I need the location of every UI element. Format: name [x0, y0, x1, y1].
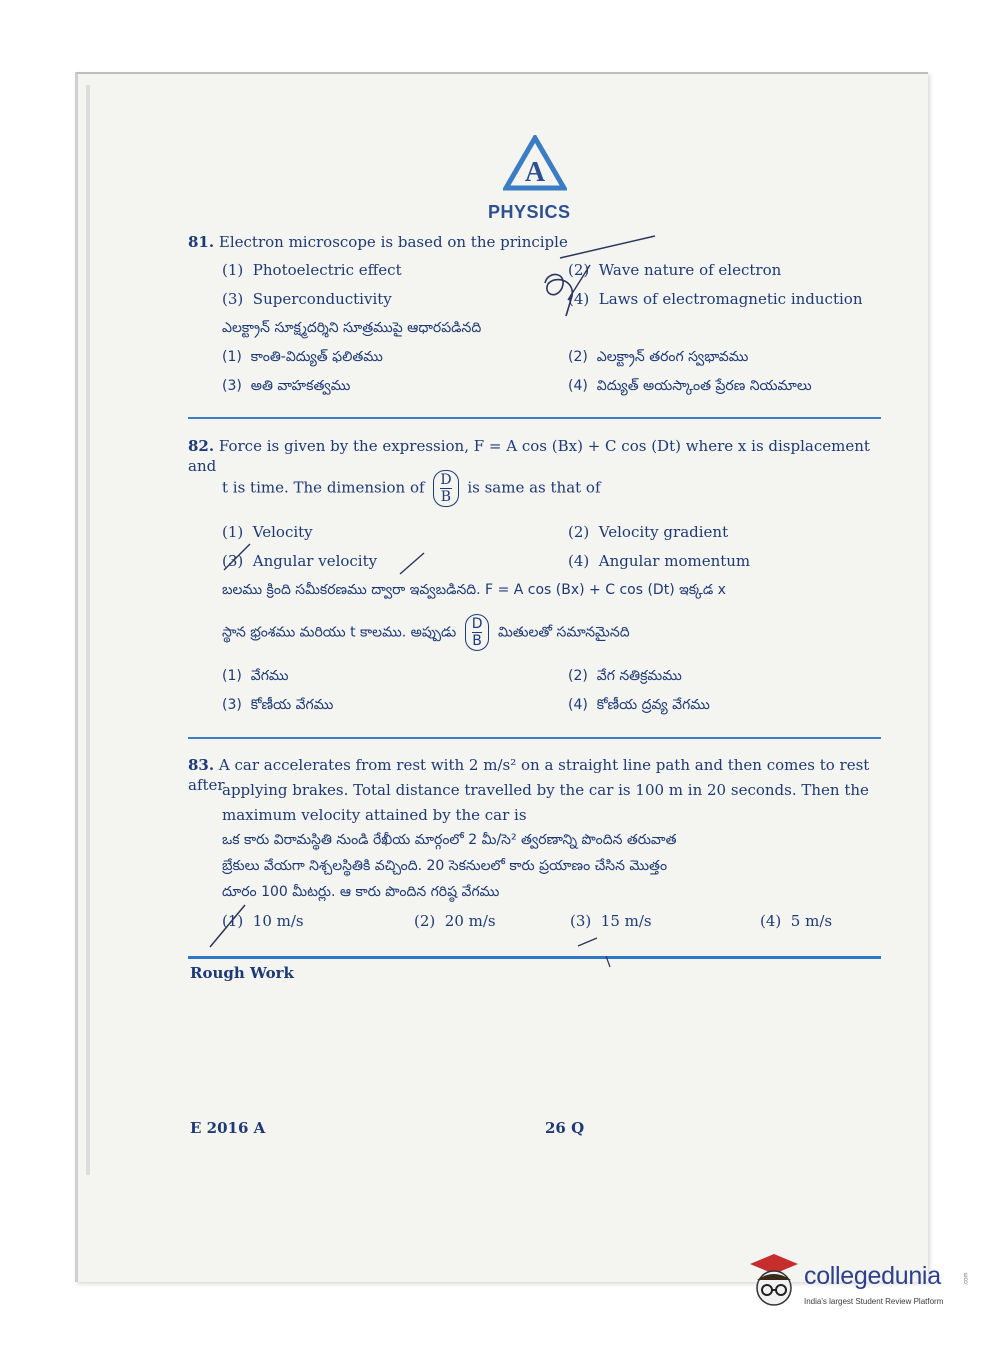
- option-2-te: (2) వేగ నతిక్రమము: [568, 668, 682, 684]
- question-text-te-line2: స్థాన భ్రంశము మరియు t కాలము. అప్పుడు $\frac{D}{B}$ మితులతో సమానమైనది: [222, 616, 630, 649]
- rough-work-heading: Rough Work: [190, 964, 294, 982]
- question-text-en-line1: Force is given by the expression, F = A cos (Bx) + C cos (Dt) where x is displacement and: [188, 437, 870, 475]
- question-text-en-line3: maximum velocity attained by the car is: [222, 806, 527, 824]
- option-3: (3) 15 m/s: [570, 912, 652, 930]
- option-4-te: (4) విద్యుత్ అయస్కాంత ప్రేరణ నియమాలు: [568, 378, 812, 394]
- series-letter: A: [524, 157, 546, 188]
- option-3-en: (3) Superconductivity: [222, 290, 392, 308]
- question-text-en-line1: A car accelerates from rest with 2 m/s² on a straight line path and then comes to rest after: [188, 756, 870, 794]
- question-text-te-line1: ఒక కారు విరామస్థితి నుండి రేఖీయ మార్గంలో 2 మీ/సె² త్వరణాన్ని పొందిన తరువాత: [222, 832, 677, 848]
- option-3-en: (3) Angular velocity: [222, 552, 378, 570]
- subject-title: PHYSICS: [488, 202, 571, 222]
- collegedunia-name: collegedunia: [804, 1262, 941, 1290]
- question-number: 81.: [188, 233, 215, 251]
- question-number: 83.: [188, 756, 215, 774]
- option-3-te: (3) కోణీయ వేగము: [222, 697, 334, 713]
- fraction-d-over-b: $\frac{D}{B}$: [433, 470, 458, 507]
- option-2-en: (2) Velocity gradient: [568, 523, 729, 541]
- option-1-en: (1) Velocity: [222, 523, 313, 541]
- option-1-en: (1) Photoelectric effect: [222, 261, 402, 279]
- collegedunia-domain: .com: [963, 1272, 970, 1286]
- option-1-te: (1) కాంతి-విద్యుత్ ఫలితము: [222, 349, 383, 365]
- question-text-te-line3: దూరం 100 మీటర్లు. ఆ కారు పొందిన గరిష్ఠ వేగము: [222, 884, 500, 900]
- question-text-te-line2: బ్రేకులు వేయగా నిశ్చలస్థితికి వచ్చింది. 20 సెకనులలో కారు ప్రయాణం చేసిన మొత్తం: [222, 858, 668, 874]
- option-4-en: (4) Angular momentum: [568, 552, 751, 570]
- question-text-en: Electron microscope is based on the principle: [218, 233, 568, 251]
- option-3-te: (3) అతి వాహకత్వము: [222, 378, 351, 394]
- question-text-en-line2: t is time. The dimension of $\frac{D}{B}$ is same as that of: [222, 472, 601, 505]
- option-2-te: (2) ఎలక్ట్రాన్ తరంగ స్వభావము: [568, 349, 749, 365]
- option-1: (1) 10 m/s: [222, 912, 304, 930]
- option-4-en: (4) Laws of electromagnetic induction: [568, 290, 863, 308]
- question-text-te-line1: బలము క్రింది సమీకరణము ద్వారా ఇవ్వబడినది. F = A cos (Bx) + C cos (Dt) ఇక్కడ x: [222, 582, 726, 598]
- option-2-en: (2) Wave nature of electron: [568, 261, 782, 279]
- question-text-en-line2: applying brakes. Total distance travelled by the car is 100 m in 20 seconds. Then the: [222, 781, 869, 799]
- page-number: 26 Q: [545, 1119, 585, 1137]
- option-1-te: (1) వేగము: [222, 668, 289, 684]
- booklet-code: E 2016 A: [190, 1119, 266, 1137]
- question-text-te: ఎలక్ట్రాన్ సూక్ష్మదర్శిని సూత్రముపై ఆధారపడినది: [222, 320, 482, 336]
- collegedunia-tagline: India's largest Student Review Platform: [804, 1297, 944, 1306]
- question-number: 82.: [188, 437, 215, 455]
- option-2: (2) 20 m/s: [414, 912, 496, 930]
- option-4-te: (4) కోణీయ ద్రవ్య వేగము: [568, 697, 710, 713]
- option-4: (4) 5 m/s: [760, 912, 833, 930]
- fraction-d-over-b-te: $\frac{D}{B}$: [465, 614, 490, 651]
